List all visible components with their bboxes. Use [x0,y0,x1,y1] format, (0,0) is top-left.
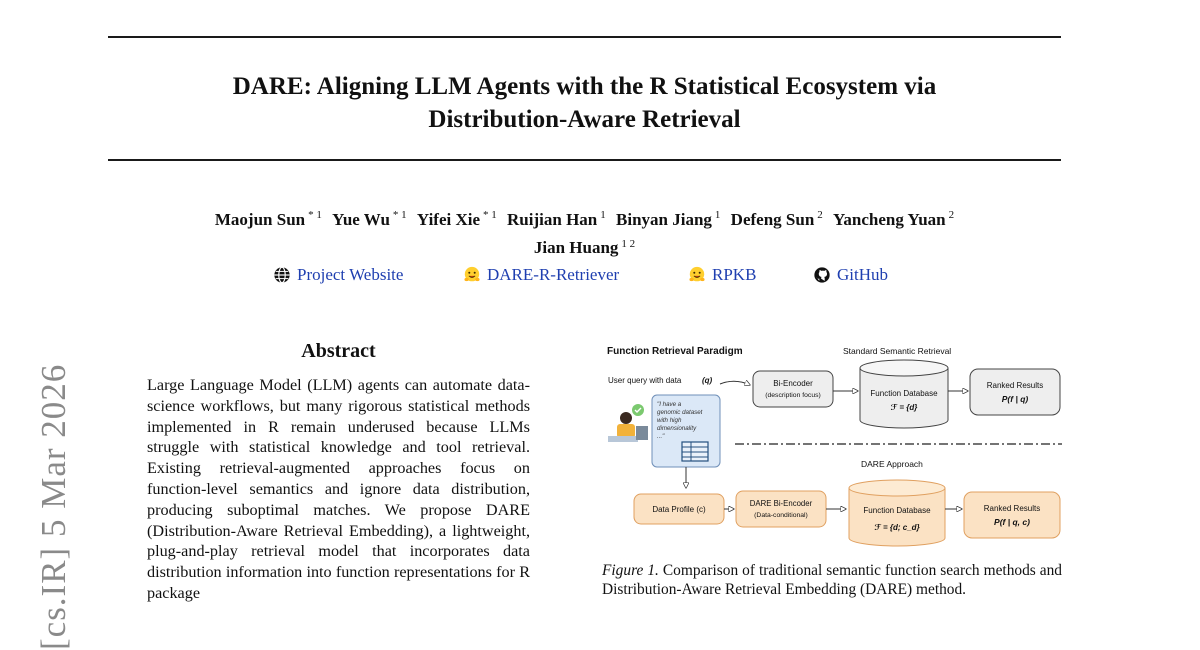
rpkb-label[interactable]: RPKB [712,265,757,284]
globe-icon [273,266,291,284]
query-arrow [720,381,750,385]
author: Maojun Sun $^{* 1}$ [214,209,322,229]
author: Yue Wu $^{* 1}$ [332,209,407,229]
paper-title [108,70,1061,136]
author: Ruijian Han $^1$ [507,209,606,229]
standard-retrieval-label: Standard Semantic Retrieval [843,346,952,356]
project-website-label[interactable]: Project Website [297,265,404,284]
project-website-link[interactable] [273,265,403,285]
dare-encoder-box [736,491,826,527]
github-link[interactable] [813,265,888,285]
ranked-results-box [970,369,1060,415]
dare-approach-label: DARE Approach [861,459,923,469]
arxiv-stamp: [cs.IR] 5 Mar 2026 [34,363,73,650]
dare-db-label: Function Database [863,506,931,515]
author: Binyan Jiang $^1$ [616,209,721,229]
abstract-body: Large Language Model (LLM) agents can automate data-science workflows, but many rigorous statistical methods implemented in R remain underused because LLMs struggle with statistical knowledge and tool retrieval. Existing retrieval-augmented approaches focus on function-level semantics and ignore data distribution, producing suboptimal matches. We propose DARE (Distribution-Aware Retrieval Embedding), a lightweight, plug-and-play retrieval model that incorporates data distribution information into function representations for R package [147,376,530,602]
function-db-label: Function Database [870,389,938,398]
author: Yancheng Yuan $^2$ [833,209,955,229]
hugging-face-icon [688,266,706,284]
query-symbol: (q) [702,376,713,385]
user-query-label: User query with data [608,376,682,385]
bi-encoder-sublabel: (description focus) [765,392,821,399]
data-profile-label: Data Profile (c) [652,505,706,514]
figure-caption [602,562,1062,599]
dare-encoder-label: DARE Bi-Encoder [749,499,813,508]
retrieval-diagram [600,338,1068,553]
figure-1 [600,338,1068,553]
caption-text: Comparison of traditional semantic function search methods and Distribution-Aware Retrieval Embedding (DARE) method. [602,562,1063,598]
function-db-formula: ℱ = {d} [890,403,918,412]
dare-encoder-sublabel: (Data-conditional) [754,512,808,519]
bottom-rule [108,159,1061,161]
top-rule [108,36,1061,38]
figure-title: Function Retrieval Paradigm [607,346,743,357]
abstract-heading: Abstract [301,340,376,362]
author: Yifei Xie $^{* 1}$ [416,209,497,229]
dare-db-formula: ℱ = {d; c_d} [874,523,920,532]
user-at-laptop-icon [608,404,648,442]
query-speech-text: "I have a genomic dataset with high dimensionality ..." [657,401,703,440]
github-label[interactable]: GitHub [837,265,888,284]
data-table-icon [682,442,708,461]
ranked-results-formula: P(f | q) [1001,394,1029,404]
author: Jian Huang $^{1 2}$ [533,237,636,258]
caption-label: Figure 1. [602,562,659,579]
dare-retriever-label[interactable]: DARE-R-Retriever [487,265,620,284]
dare-ranked-box [964,492,1060,538]
rpkb-link[interactable] [688,265,756,285]
bi-encoder-box [753,371,833,407]
hugging-face-icon [463,266,481,284]
ranked-results-label: Ranked Results [986,381,1044,390]
title-line-2: Distribution-Aware Retrieval [428,106,741,133]
bi-encoder-label: Bi-Encoder [773,379,813,388]
dare-ranked-label: Ranked Results [983,504,1041,513]
title-line-1: DARE: Aligning LLM Agents with the R Statistical Ecosystem via [232,73,937,100]
author: Defeng Sun $^2$ [730,209,823,229]
github-icon [813,266,831,284]
dare-ranked-formula: P(f | q, c) [994,517,1030,527]
author-list [108,203,1061,260]
link-row [108,265,1061,291]
dare-retriever-link[interactable] [463,265,619,285]
